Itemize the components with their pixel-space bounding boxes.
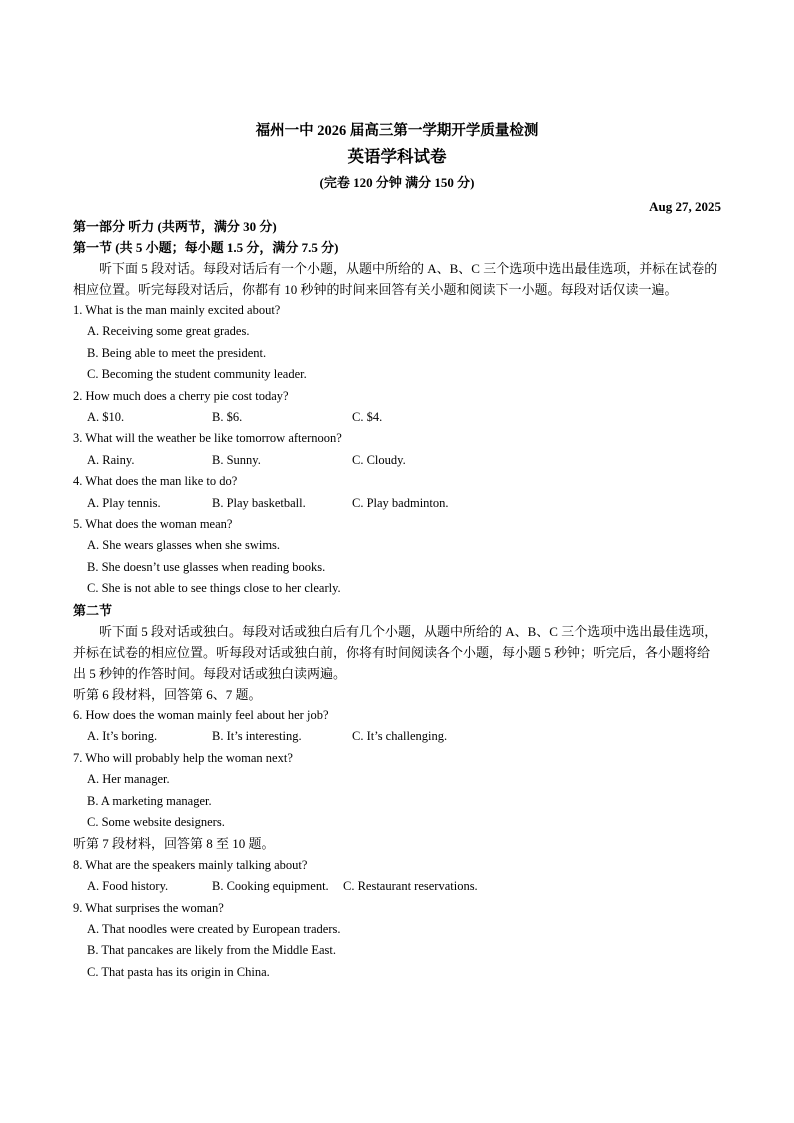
exam-title: 福州一中 2026 届高三第一学期开学质量检测 [255, 123, 539, 139]
question-1: 1. What is the man mainly excited about? [73, 303, 281, 317]
question-4-option-c: C. Play badminton. [352, 495, 449, 510]
question-3-option-b: B. Sunny. [212, 452, 261, 467]
section1-instructions: 听下面 5 段对话。每段对话后有一个小题，从题中所给的 A、B、C 三个选项中选出最佳选项，并标在试卷的相应位置。听完每段对话后，你都有 10 秒钟的时间来回答有关小题和阅读下一小题。每段对话仅读一遍。 [73, 261, 718, 297]
material-7-note: 听第 7 段材料，回答第 8 至 10 题。 [73, 836, 275, 852]
exam-date: Aug 27, 2025 [649, 199, 721, 214]
question-6-option-b: B. It’s interesting. [212, 729, 302, 744]
question-5-option-a: A. She wears glasses when she swims. [87, 538, 281, 553]
question-7-option-b: B. A marketing manager. [87, 793, 212, 808]
question-4-options [87, 493, 721, 514]
question-6: 6. How does the woman mainly feel about her job? [73, 707, 329, 722]
section2-heading: 第二节 [73, 602, 113, 618]
question-3: 3. What will the weather be like tomorrow afternoon? [73, 431, 342, 446]
question-6-option-a: A. It’s boring. [87, 729, 158, 744]
question-1-option-c: C. Becoming the student community leader. [87, 367, 307, 382]
exam-subtitle: 英语学科试卷 [347, 147, 447, 166]
material-6-note: 听第 6 段材料，回答第 6、7 题。 [73, 686, 262, 702]
section2-instructions: 听下面 5 段对话或独白。每段对话或独白后有几个小题，从题中所给的 A、B、C 三个选项中选出最佳选项，并标在试卷的相应位置。听每段对话或独白前，你将有时间阅读各个小题，每小题 5 秒钟；听完后，各小题将给出 5 秒钟的作答时间。每段对话或独白读两遍。 [73, 623, 718, 681]
question-3-option-c: C. Cloudy. [352, 452, 406, 467]
exam-page [73, 122, 721, 983]
question-9: 9. What surprises the woman? [73, 900, 224, 915]
question-4: 4. What does the man like to do? [73, 474, 238, 489]
question-9-option-b: B. That pancakes are likely from the Middle East. [87, 943, 336, 958]
question-9-option-c: C. That pasta has its origin in China. [87, 964, 270, 979]
question-6-options [87, 726, 721, 747]
question-5-option-c: C. She is not able to see things close to her clearly. [87, 581, 341, 596]
question-2-option-c: C. $4. [352, 410, 383, 425]
question-8-option-b: B. Cooking equipment. [212, 879, 329, 894]
question-8-options [87, 876, 721, 897]
question-7-option-c: C. Some website designers. [87, 815, 225, 830]
question-7: 7. Who will probably help the woman next? [73, 750, 293, 765]
question-2-option-b: B. $6. [212, 410, 243, 425]
question-1-option-a: A. Receiving some great grades. [87, 324, 250, 339]
question-2: 2. How much does a cherry pie cost today? [73, 388, 289, 403]
question-5: 5. What does the woman mean? [73, 517, 233, 532]
question-2-option-a: A. $10. [87, 410, 125, 425]
question-2-options [87, 407, 721, 428]
question-8-option-c: C. Restaurant reservations. [343, 879, 478, 894]
question-9-option-a: A. That noodles were created by European traders. [87, 921, 341, 936]
question-8-option-a: A. Food history. [87, 879, 169, 894]
part1-heading: 第一部分 听力 (共两节，满分 30 分) [73, 219, 277, 234]
question-1-option-b: B. Being able to meet the president. [87, 345, 267, 360]
question-7-option-a: A. Her manager. [87, 772, 170, 787]
question-4-option-b: B. Play basketball. [212, 495, 306, 510]
question-3-option-a: A. Rainy. [87, 452, 135, 467]
question-8: 8. What are the speakers mainly talking about? [73, 857, 308, 872]
question-6-option-c: C. It’s challenging. [352, 729, 448, 744]
section1-heading: 第一节 (共 5 小题；每小题 1.5 分，满分 7.5 分) [73, 240, 339, 255]
exam-meta: (完卷 120 分钟 满分 150 分) [319, 175, 475, 190]
question-4-option-a: A. Play tennis. [87, 495, 161, 510]
question-5-option-b: B. She doesn’t use glasses when reading books. [87, 559, 326, 574]
question-3-options [87, 450, 721, 471]
